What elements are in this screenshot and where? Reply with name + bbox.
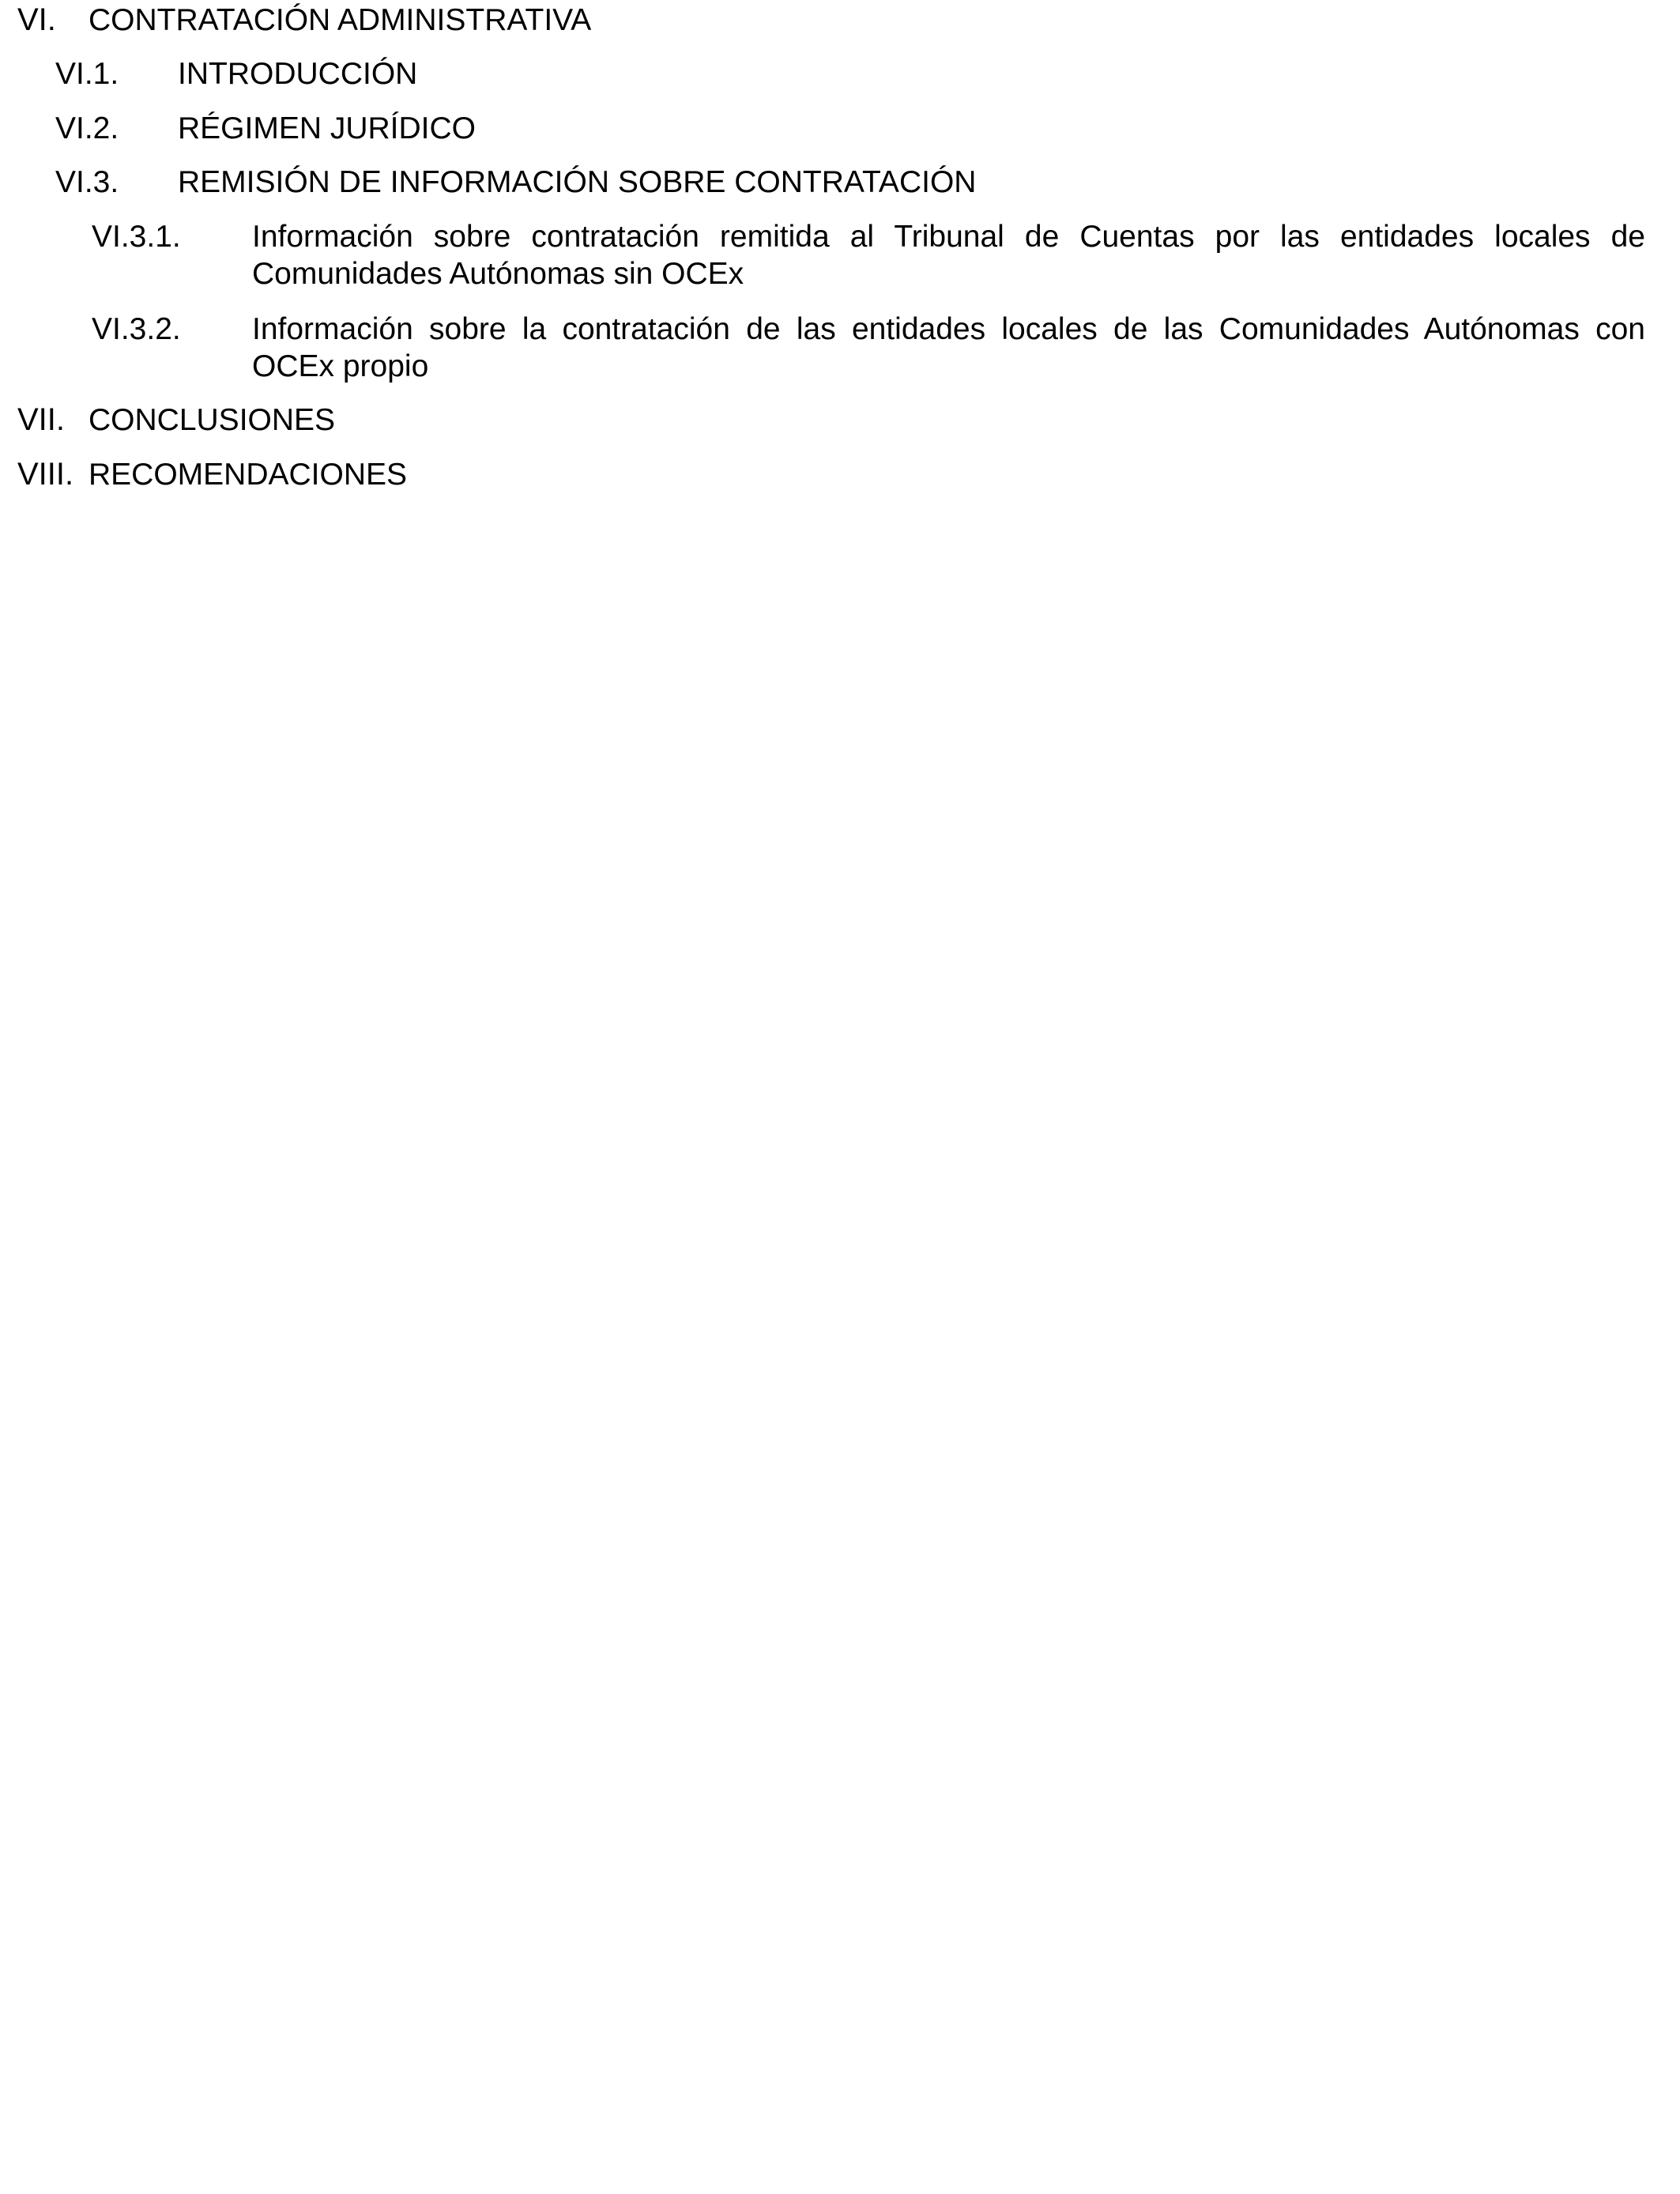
toc-entry-number: VI.1. (55, 57, 119, 91)
toc-entry-title: RECOMENDACIONES (89, 458, 408, 492)
toc-entry-vi-2[interactable] (55, 110, 1645, 147)
toc-entry-number: VII. (17, 402, 66, 437)
toc-entry-viii[interactable] (17, 456, 1645, 493)
toc-entry-vi-3-1[interactable] (92, 218, 1645, 292)
toc-entry-number: VI. (17, 2, 56, 37)
toc-entry-number: VI.3.2. (92, 312, 181, 346)
toc-entry-vi-3[interactable] (55, 164, 1645, 201)
toc-entry-vi-1[interactable] (55, 55, 1645, 92)
toc-entry-number: VIII. (17, 457, 74, 492)
toc-entry-title: Información sobre contratación remitida al Tribunal de Cuentas por las entidades locales de Comunidades Autónomas sin OCEx (252, 220, 1645, 291)
toc-entry-title: Información sobre la contratación de las entidades locales de las Comunidades Autónomas con OCEx propio (252, 312, 1645, 383)
toc-entry-vii[interactable] (17, 401, 1645, 439)
toc-entry-title: CONCLUSIONES (89, 403, 336, 437)
toc-entry-title: CONTRATACIÓN ADMINISTRATIVA (89, 3, 592, 37)
toc-entry-number: VI.2. (55, 111, 119, 145)
toc-entry-title: REMISIÓN DE INFORMACIÓN SOBRE CONTRATACIÓN (178, 165, 977, 199)
toc-entry-number: VI.3. (55, 165, 119, 199)
toc-entry-number: VI.3.1. (92, 220, 181, 254)
toc-entry-title: RÉGIMEN JURÍDICO (178, 111, 477, 145)
toc-entry-vi[interactable] (17, 2, 1645, 39)
toc-entry-title: INTRODUCCIÓN (178, 57, 418, 91)
toc-entry-vi-3-2[interactable] (92, 311, 1645, 385)
